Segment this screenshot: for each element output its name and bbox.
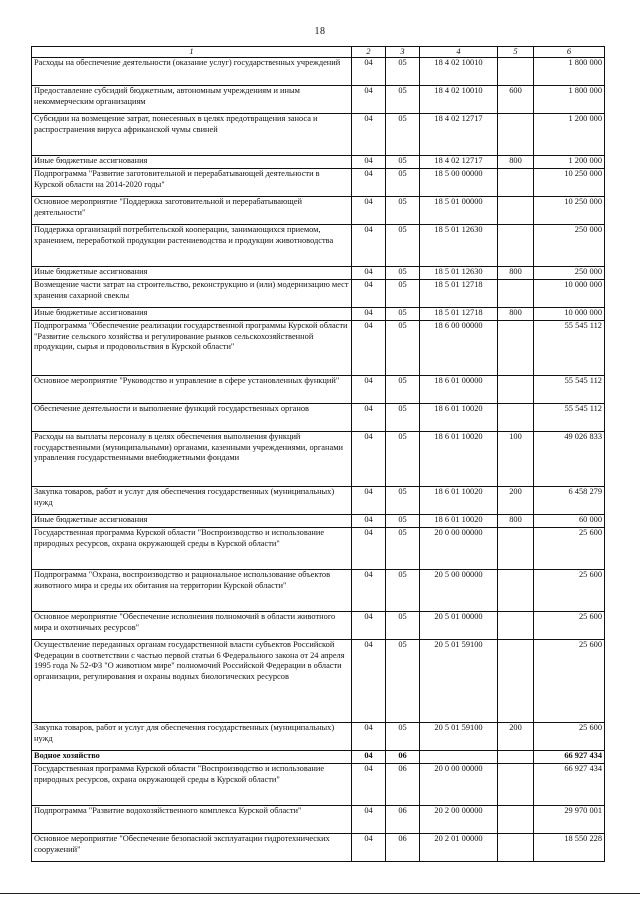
- cell-podrazdel: 06: [386, 751, 420, 764]
- cell-name: Подпрограмма "Развитие заготовительной и перерабатывающей деятельности в Курской области на 2014-2020 годы": [32, 169, 352, 197]
- cell-razdel: 04: [352, 487, 386, 515]
- cell-name: Поддержка организаций потребительской кооперации, занимающихся приемом, хранением, переработкой продукции растениеводства и продукции животноводства: [32, 225, 352, 267]
- header-col-3: 3: [386, 47, 420, 58]
- table-row: [32, 267, 605, 280]
- table-header-row: [32, 47, 605, 58]
- cell-razdel: 04: [352, 751, 386, 764]
- cell-razdel: 04: [352, 114, 386, 156]
- cell-amount: 55 545 112: [534, 404, 605, 432]
- header-col-5: 5: [498, 47, 534, 58]
- cell-razdel: 04: [352, 225, 386, 267]
- cell-expense-type: 200: [498, 487, 534, 515]
- cell-expense-type: 800: [498, 515, 534, 528]
- cell-target-article: 18 6 01 10020: [420, 432, 498, 487]
- cell-razdel: 04: [352, 764, 386, 806]
- table-row: [32, 86, 605, 114]
- table-row: [32, 197, 605, 225]
- cell-name: Расходы на обеспечение деятельности (оказание услуг) государственных учреждений: [32, 58, 352, 86]
- cell-target-article: 18 5 01 12630: [420, 267, 498, 280]
- cell-razdel: 04: [352, 86, 386, 114]
- cell-podrazdel: 05: [386, 308, 420, 321]
- cell-expense-type: [498, 834, 534, 862]
- table-row: [32, 528, 605, 570]
- cell-amount: 29 970 001: [534, 806, 605, 834]
- cell-amount: 66 927 434: [534, 751, 605, 764]
- cell-expense-type: 800: [498, 156, 534, 169]
- cell-name: Иные бюджетные ассигнования: [32, 267, 352, 280]
- cell-name: Обеспечение деятельности и выполнение функций государственных органов: [32, 404, 352, 432]
- cell-name: Государственная программа Курской области "Воспроизводство и использование природных ресурсов, охрана окружающей среды в Курской области": [32, 528, 352, 570]
- cell-amount: 250 000: [534, 225, 605, 267]
- cell-name: Основное мероприятие "Поддержка заготовительной и перерабатывающей деятельности": [32, 197, 352, 225]
- cell-name: Подпрограмма "Обеспечение реализации государственной программы Курской области "Развитие сельского хозяйства и регулирование рынков сельскохозяйственной продукции, сырья и продовольствия в Курской области": [32, 321, 352, 376]
- cell-name: Иные бюджетные ассигнования: [32, 515, 352, 528]
- cell-podrazdel: 05: [386, 612, 420, 640]
- cell-expense-type: [498, 612, 534, 640]
- cell-podrazdel: 05: [386, 404, 420, 432]
- table-row: [32, 487, 605, 515]
- cell-amount: 25 600: [534, 723, 605, 751]
- cell-podrazdel: 05: [386, 58, 420, 86]
- table-row: [32, 723, 605, 751]
- cell-name: Подпрограмма "Охрана, воспроизводство и рациональное использование объектов животного мира и среды их обитания на территории Курской области": [32, 570, 352, 612]
- cell-target-article: 20 5 00 00000: [420, 570, 498, 612]
- cell-podrazdel: 05: [386, 640, 420, 723]
- cell-expense-type: [498, 806, 534, 834]
- cell-target-article: 18 6 00 00000: [420, 321, 498, 376]
- cell-target-article: 20 0 00 00000: [420, 764, 498, 806]
- cell-podrazdel: 05: [386, 267, 420, 280]
- cell-razdel: 04: [352, 267, 386, 280]
- cell-name: Иные бюджетные ассигнования: [32, 156, 352, 169]
- cell-amount: 55 545 112: [534, 321, 605, 376]
- cell-podrazdel: 05: [386, 169, 420, 197]
- cell-expense-type: [498, 751, 534, 764]
- cell-expense-type: [498, 169, 534, 197]
- cell-amount: 10 000 000: [534, 308, 605, 321]
- table-row: [32, 58, 605, 86]
- cell-expense-type: [498, 528, 534, 570]
- cell-name: Закупка товаров, работ и услуг для обеспечения государственных (муниципальных) нужд: [32, 487, 352, 515]
- cell-expense-type: [498, 640, 534, 723]
- cell-amount: 25 600: [534, 570, 605, 612]
- table-body: [32, 58, 605, 862]
- budget-table: [31, 46, 605, 862]
- cell-expense-type: [498, 570, 534, 612]
- cell-amount: 66 927 434: [534, 764, 605, 806]
- cell-target-article: 18 6 01 10020: [420, 487, 498, 515]
- cell-razdel: 04: [352, 308, 386, 321]
- cell-expense-type: 100: [498, 432, 534, 487]
- cell-expense-type: 200: [498, 723, 534, 751]
- table-row: [32, 806, 605, 834]
- cell-expense-type: [498, 764, 534, 806]
- cell-target-article: 18 5 01 12718: [420, 308, 498, 321]
- table-row: [32, 751, 605, 764]
- cell-razdel: 04: [352, 58, 386, 86]
- cell-amount: 10 250 000: [534, 197, 605, 225]
- table-row: [32, 404, 605, 432]
- cell-podrazdel: 05: [386, 225, 420, 267]
- cell-name: Осуществление переданных органам государственной власти субъектов Российской Федерации в соответствии с частью первой статьи 6 Федерального закона от 24 апреля 1995 года № 52-ФЗ "О животном мире" полномочий Российской Федерации в области организации, регулирования и охраны водных биологических ресурсов: [32, 640, 352, 723]
- cell-razdel: 04: [352, 432, 386, 487]
- cell-amount: 250 000: [534, 267, 605, 280]
- cell-podrazdel: 06: [386, 806, 420, 834]
- cell-razdel: 04: [352, 169, 386, 197]
- table-row: [32, 432, 605, 487]
- page-number: 18: [314, 26, 326, 37]
- cell-razdel: 04: [352, 515, 386, 528]
- cell-target-article: 20 2 01 00000: [420, 834, 498, 862]
- table-row: [32, 169, 605, 197]
- table-row: [32, 376, 605, 404]
- table-row: [32, 640, 605, 723]
- header-col-2: 2: [352, 47, 386, 58]
- table-row: [32, 570, 605, 612]
- cell-podrazdel: 06: [386, 764, 420, 806]
- table-row: [32, 225, 605, 267]
- cell-expense-type: [498, 58, 534, 86]
- cell-expense-type: [498, 280, 534, 308]
- cell-expense-type: [498, 225, 534, 267]
- cell-name: Подпрограмма "Развитие водохозяйственного комплекса Курской области": [32, 806, 352, 834]
- cell-podrazdel: 05: [386, 723, 420, 751]
- cell-expense-type: [498, 404, 534, 432]
- cell-target-article: 18 4 02 12717: [420, 156, 498, 169]
- cell-target-article: 18 5 01 00000: [420, 197, 498, 225]
- cell-target-article: 20 5 01 00000: [420, 612, 498, 640]
- cell-podrazdel: 05: [386, 197, 420, 225]
- cell-podrazdel: 05: [386, 280, 420, 308]
- cell-amount: 25 600: [534, 640, 605, 723]
- cell-amount: 1 200 000: [534, 114, 605, 156]
- cell-razdel: 04: [352, 156, 386, 169]
- cell-expense-type: [498, 114, 534, 156]
- cell-target-article: 18 6 01 00000: [420, 376, 498, 404]
- table-row: [32, 280, 605, 308]
- cell-amount: 25 600: [534, 528, 605, 570]
- cell-name: Основное мероприятие "Обеспечение исполнения полномочий в области животного мира и охотничьих ресурсов": [32, 612, 352, 640]
- cell-podrazdel: 05: [386, 86, 420, 114]
- cell-razdel: 04: [352, 321, 386, 376]
- cell-name: Предоставление субсидий бюджетным, автономным учреждениям и иным некоммерческим организациям: [32, 86, 352, 114]
- cell-name: Иные бюджетные ассигнования: [32, 308, 352, 321]
- cell-name: Возмещение части затрат на строительство, реконструкцию и (или) модернизацию мест хранения сахарной свеклы: [32, 280, 352, 308]
- cell-podrazdel: 05: [386, 528, 420, 570]
- cell-expense-type: 800: [498, 267, 534, 280]
- cell-razdel: 04: [352, 640, 386, 723]
- table-row: [32, 834, 605, 862]
- cell-podrazdel: 05: [386, 432, 420, 487]
- cell-target-article: 20 0 00 00000: [420, 528, 498, 570]
- cell-expense-type: [498, 197, 534, 225]
- cell-amount: 49 026 833: [534, 432, 605, 487]
- cell-name: Государственная программа Курской области "Воспроизводство и использование природных ресурсов, охрана окружающей среды в Курской области": [32, 764, 352, 806]
- cell-target-article: 20 5 01 59100: [420, 640, 498, 723]
- cell-target-article: 18 5 01 12718: [420, 280, 498, 308]
- cell-podrazdel: 05: [386, 570, 420, 612]
- bottom-rule: [0, 893, 640, 894]
- table-row: [32, 321, 605, 376]
- cell-podrazdel: 05: [386, 515, 420, 528]
- cell-name: Закупка товаров, работ и услуг для обеспечения государственных (муниципальных) нужд: [32, 723, 352, 751]
- cell-podrazdel: 05: [386, 376, 420, 404]
- cell-razdel: 04: [352, 376, 386, 404]
- cell-razdel: 04: [352, 404, 386, 432]
- header-col-6: 6: [534, 47, 605, 58]
- table-row: [32, 515, 605, 528]
- cell-name: Расходы на выплаты персоналу в целях обеспечения выполнения функций государственными (муниципальными) органами, казенными учреждениями, органами управления государственными внебюджетными фондами: [32, 432, 352, 487]
- cell-amount: 55 545 112: [534, 376, 605, 404]
- cell-target-article: 18 5 00 00000: [420, 169, 498, 197]
- cell-target-article: 18 4 02 10010: [420, 86, 498, 114]
- cell-target-article: 18 6 01 10020: [420, 515, 498, 528]
- cell-amount: 1 800 000: [534, 86, 605, 114]
- cell-target-article: 20 2 00 00000: [420, 806, 498, 834]
- cell-razdel: 04: [352, 528, 386, 570]
- cell-name: Основное мероприятие "Обеспечение безопасной эксплуатации гидротехнических сооружений": [32, 834, 352, 862]
- cell-razdel: 04: [352, 570, 386, 612]
- cell-podrazdel: 05: [386, 156, 420, 169]
- header-col-1: 1: [32, 47, 352, 58]
- cell-expense-type: 800: [498, 308, 534, 321]
- table-row: [32, 114, 605, 156]
- cell-name: Субсидии на возмещение затрат, понесенных в целях предотвращения заноса и распространения вируса африканской чумы свиней: [32, 114, 352, 156]
- cell-razdel: 04: [352, 806, 386, 834]
- cell-amount: 1 800 000: [534, 58, 605, 86]
- cell-expense-type: 600: [498, 86, 534, 114]
- header-col-4: 4: [420, 47, 498, 58]
- cell-target-article: 18 6 01 10020: [420, 404, 498, 432]
- cell-razdel: 04: [352, 280, 386, 308]
- cell-name: Водное хозяйство: [32, 751, 352, 764]
- cell-target-article: 20 5 01 59100: [420, 723, 498, 751]
- cell-podrazdel: 06: [386, 834, 420, 862]
- cell-amount: 25 600: [534, 612, 605, 640]
- cell-razdel: 04: [352, 197, 386, 225]
- cell-razdel: 04: [352, 834, 386, 862]
- cell-amount: 60 000: [534, 515, 605, 528]
- cell-razdel: 04: [352, 612, 386, 640]
- cell-expense-type: [498, 321, 534, 376]
- cell-razdel: 04: [352, 723, 386, 751]
- cell-podrazdel: 05: [386, 321, 420, 376]
- cell-podrazdel: 05: [386, 114, 420, 156]
- cell-amount: 10 000 000: [534, 280, 605, 308]
- table-row: [32, 308, 605, 321]
- table-row: [32, 764, 605, 806]
- cell-amount: 1 200 000: [534, 156, 605, 169]
- cell-name: Основное мероприятие "Руководство и управление в сфере установленных функций": [32, 376, 352, 404]
- cell-amount: 18 550 228: [534, 834, 605, 862]
- table-row: [32, 156, 605, 169]
- cell-target-article: [420, 751, 498, 764]
- cell-podrazdel: 05: [386, 487, 420, 515]
- table-row: [32, 612, 605, 640]
- cell-amount: 6 458 279: [534, 487, 605, 515]
- cell-target-article: 18 4 02 10010: [420, 58, 498, 86]
- cell-expense-type: [498, 376, 534, 404]
- cell-target-article: 18 4 02 12717: [420, 114, 498, 156]
- cell-target-article: 18 5 01 12630: [420, 225, 498, 267]
- cell-amount: 10 250 000: [534, 169, 605, 197]
